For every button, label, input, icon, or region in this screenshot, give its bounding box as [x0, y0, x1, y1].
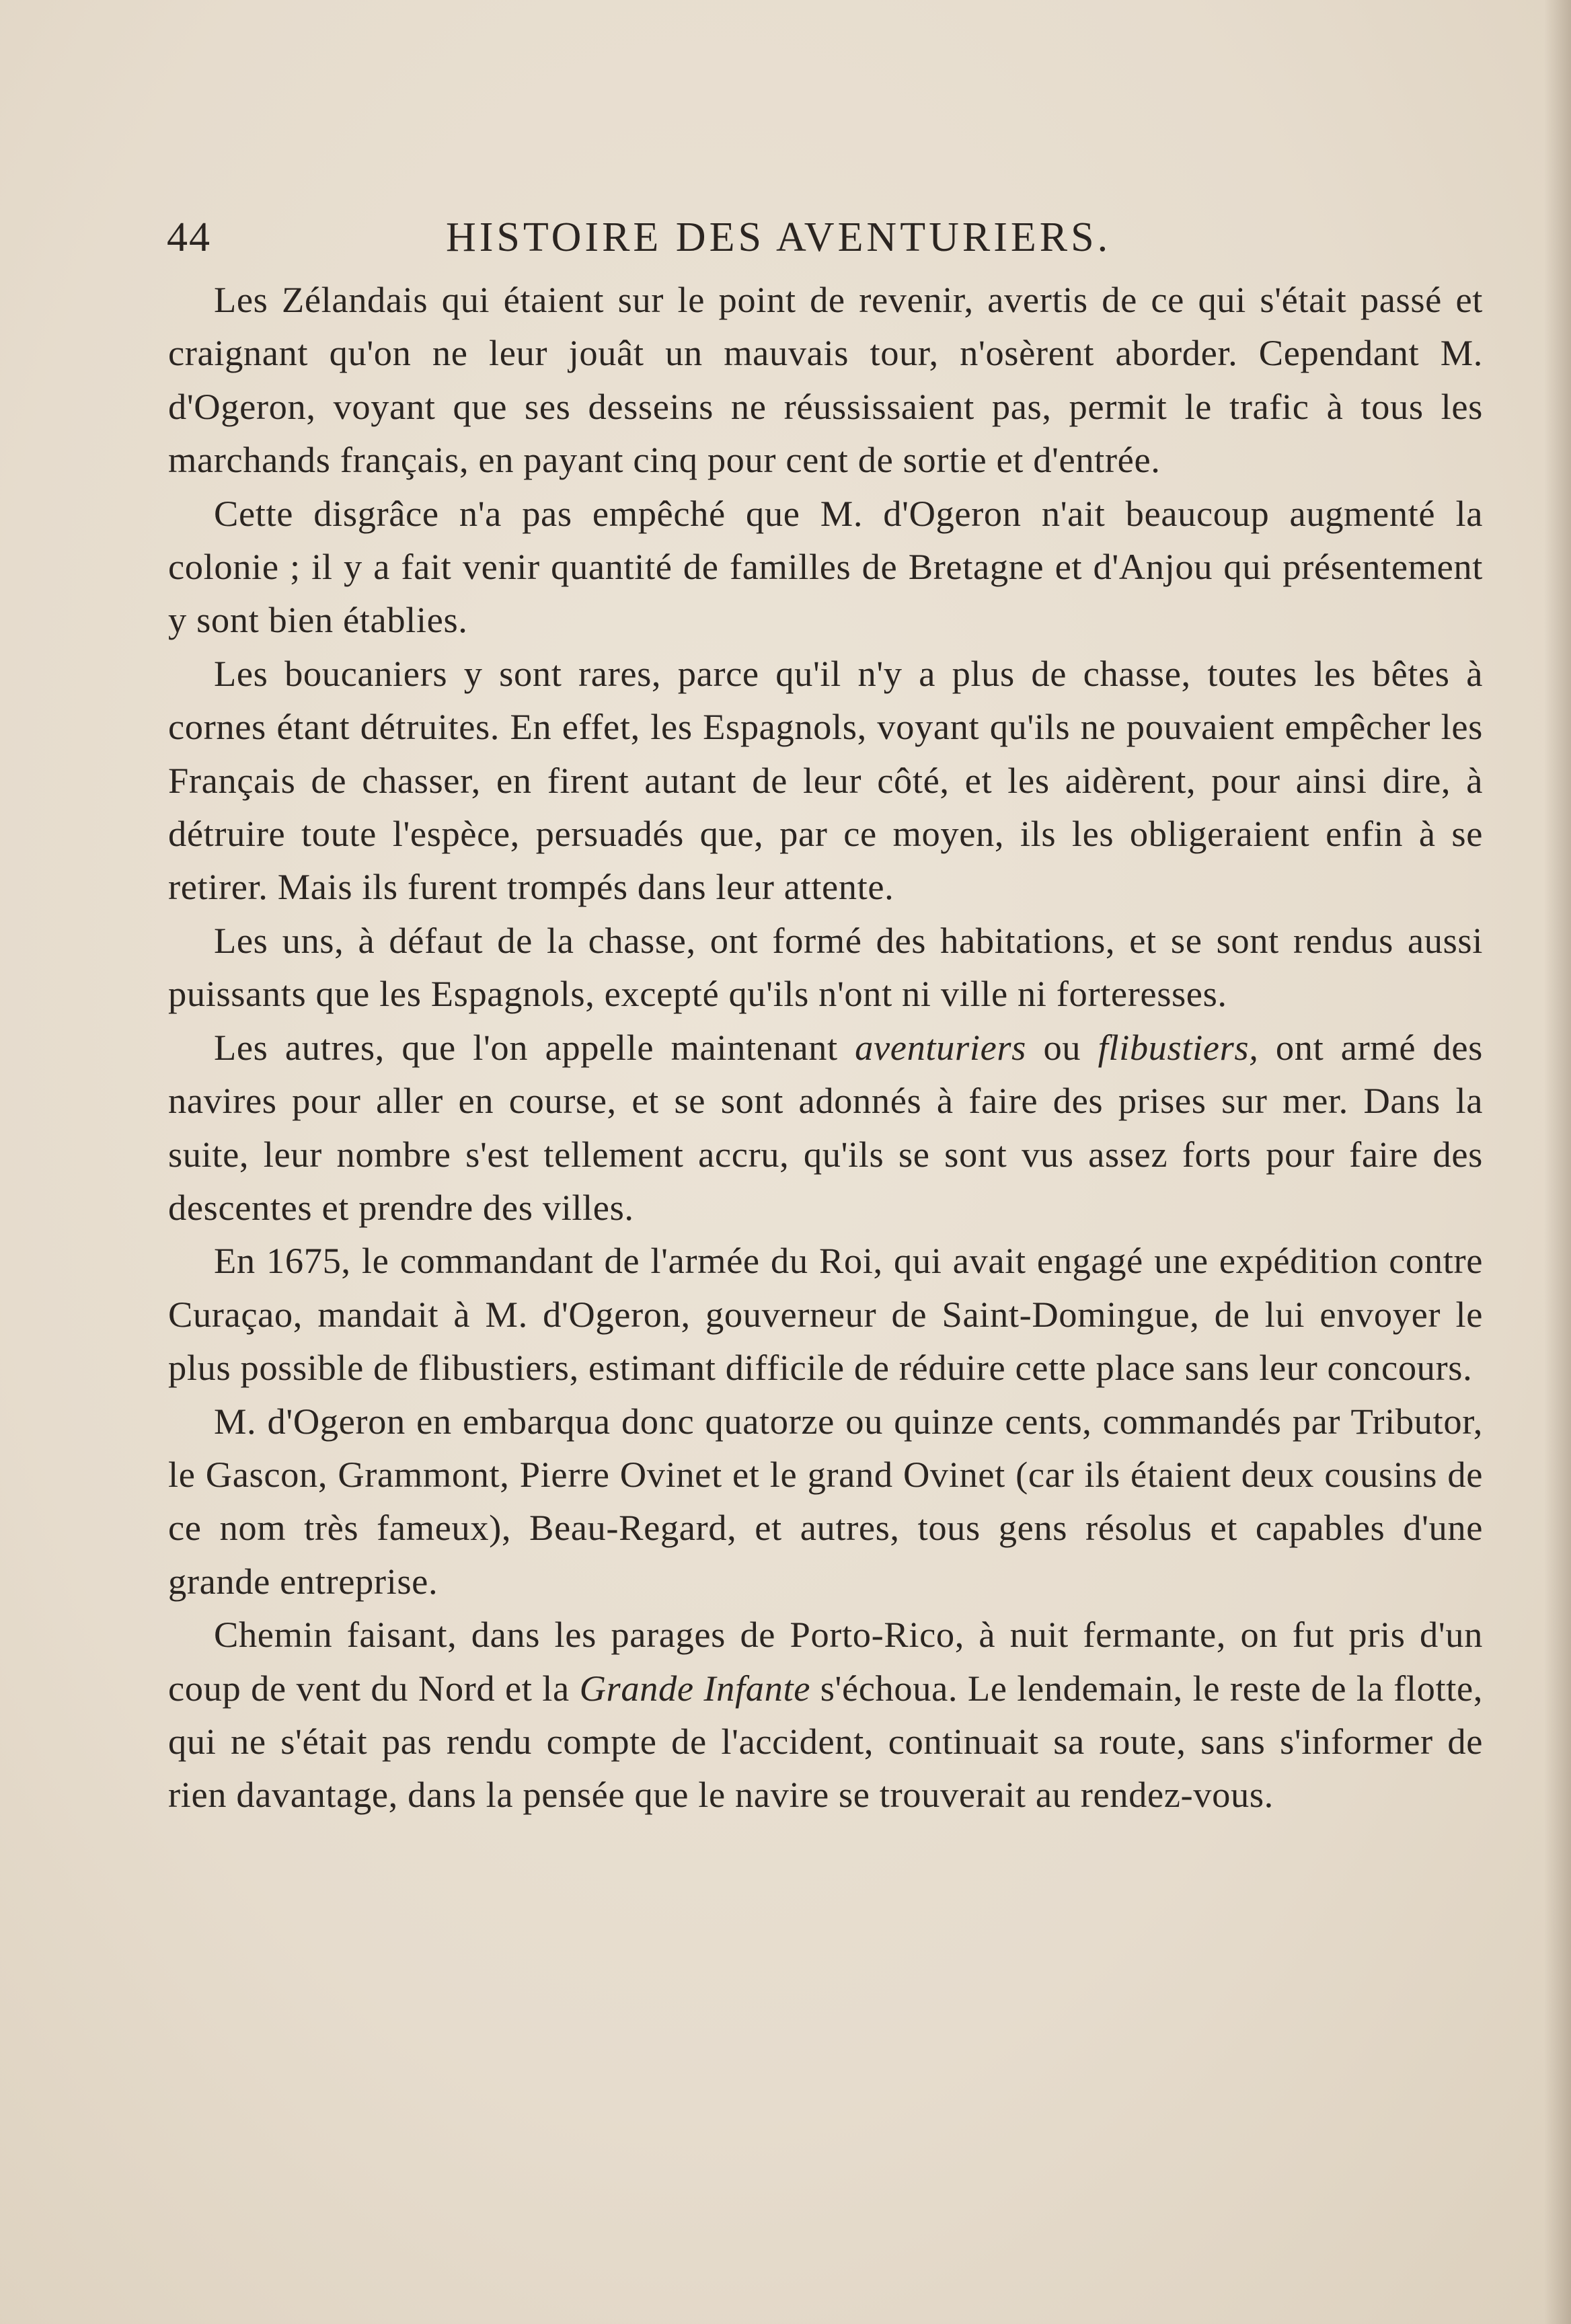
italic-grande-infante: Grande Infante [579, 1667, 810, 1709]
paragraph-grande-infante-text-2: s'échoua. Le lendemain, le reste de la flotte, qui ne s'était pas rendu compte de l'accident, continuait sa route, sans s'informer de rien davantage, dans la pensée que le navire se trouverait au rendez-vous. [168, 1667, 1483, 1816]
paragraph-habitations: Les uns, à défaut de la chasse, ont formé des habitations, et se sont rendus aussi puissants que les Espagnols, excepté qu'ils n'ont ni ville ni forteresses. [168, 919, 1483, 1015]
body-text [168, 273, 1483, 1822]
page-edge-shadow [1544, 0, 1571, 2324]
paragraph-flibustiers-text-2: ou [1026, 1026, 1098, 1068]
paragraph-embarquement: M. d'Ogeron en embarqua donc quatorze ou quinze cents, commandés par Tributor, le Gascon, Grammont, Pierre Ovinet et le grand Ovinet (car ils étaient deux cousins de ce nom très fameux), Beau-Regard, et autres, tous gens résolus et capables d'une grande entreprise. [168, 1400, 1483, 1602]
running-header [167, 214, 1482, 268]
paragraph-flibustiers-text-1: Les autres, que l'on appelle maintenant [214, 1026, 855, 1068]
paragraph-boucaniers: Les boucaniers y sont rares, parce qu'il n'y a plus de chasse, toutes les bêtes à cornes étant détruites. En effet, les Espagnols, voyant qu'ils ne pouvaient empêcher les Français de chasser, en firent autant de leur côté, et les aidèrent, pour ainsi dire, à détruire toute l'espèce, persuadés que, par ce moyen, ils les obligeraient enfin à se retirer. Mais ils furent trompés dans leur attente. [168, 652, 1483, 908]
page-number: 44 [167, 215, 211, 260]
paragraph-flibustiers-text-3: ont armé des navires pour aller en course, et se sont adonnés à faire des prises sur mer. Dans la suite, leur nombre s'est tellement accru, qu'ils se sont vus assez forts pour faire des descentes et prendre des villes. [168, 1026, 1483, 1228]
italic-flibustiers: flibustiers, [1098, 1026, 1259, 1068]
paragraph-disgrace: Cette disgrâce n'a pas empêché que M. d'Ogeron n'ait beaucoup augmenté la colonie ; il y a fait venir quantité de familles de Bretagne et d'Anjou qui présentement y sont bien établies. [168, 492, 1483, 641]
paragraph-zelandais: Les Zélandais qui étaient sur le point de revenir, avertis de ce qui s'était passé et craignant qu'on ne leur jouât un mauvais tour, n'osèrent aborder. Cependant M. d'Ogeron, voyant que ses desseins ne réussissaient pas, permit le trafic à tous les marchands français, en payant cinq pour cent de sortie et d'entrée. [168, 279, 1483, 481]
paragraph-grande-infante [168, 1608, 1483, 1822]
paragraph-grande-infante-text-1: Chemin faisant, dans les parages de Porto-Rico, à nuit fermante, on fut pris d'un coup de vent du Nord et la [168, 1614, 1483, 1709]
paragraph-flibustiers [168, 1021, 1483, 1235]
running-title: HISTOIRE DES AVENTURIERS. [446, 215, 1112, 260]
italic-aventuriers: aventuriers [855, 1026, 1026, 1068]
paragraph-curacao: En 1675, le commandant de l'armée du Roi, qui avait engagé une expédition contre Curaçao, mandait à M. d'Ogeron, gouverneur de Saint-Domingue, de lui envoyer le plus possible de flibustiers, estimant difficile de réduire cette place sans leur concours. [168, 1240, 1483, 1389]
